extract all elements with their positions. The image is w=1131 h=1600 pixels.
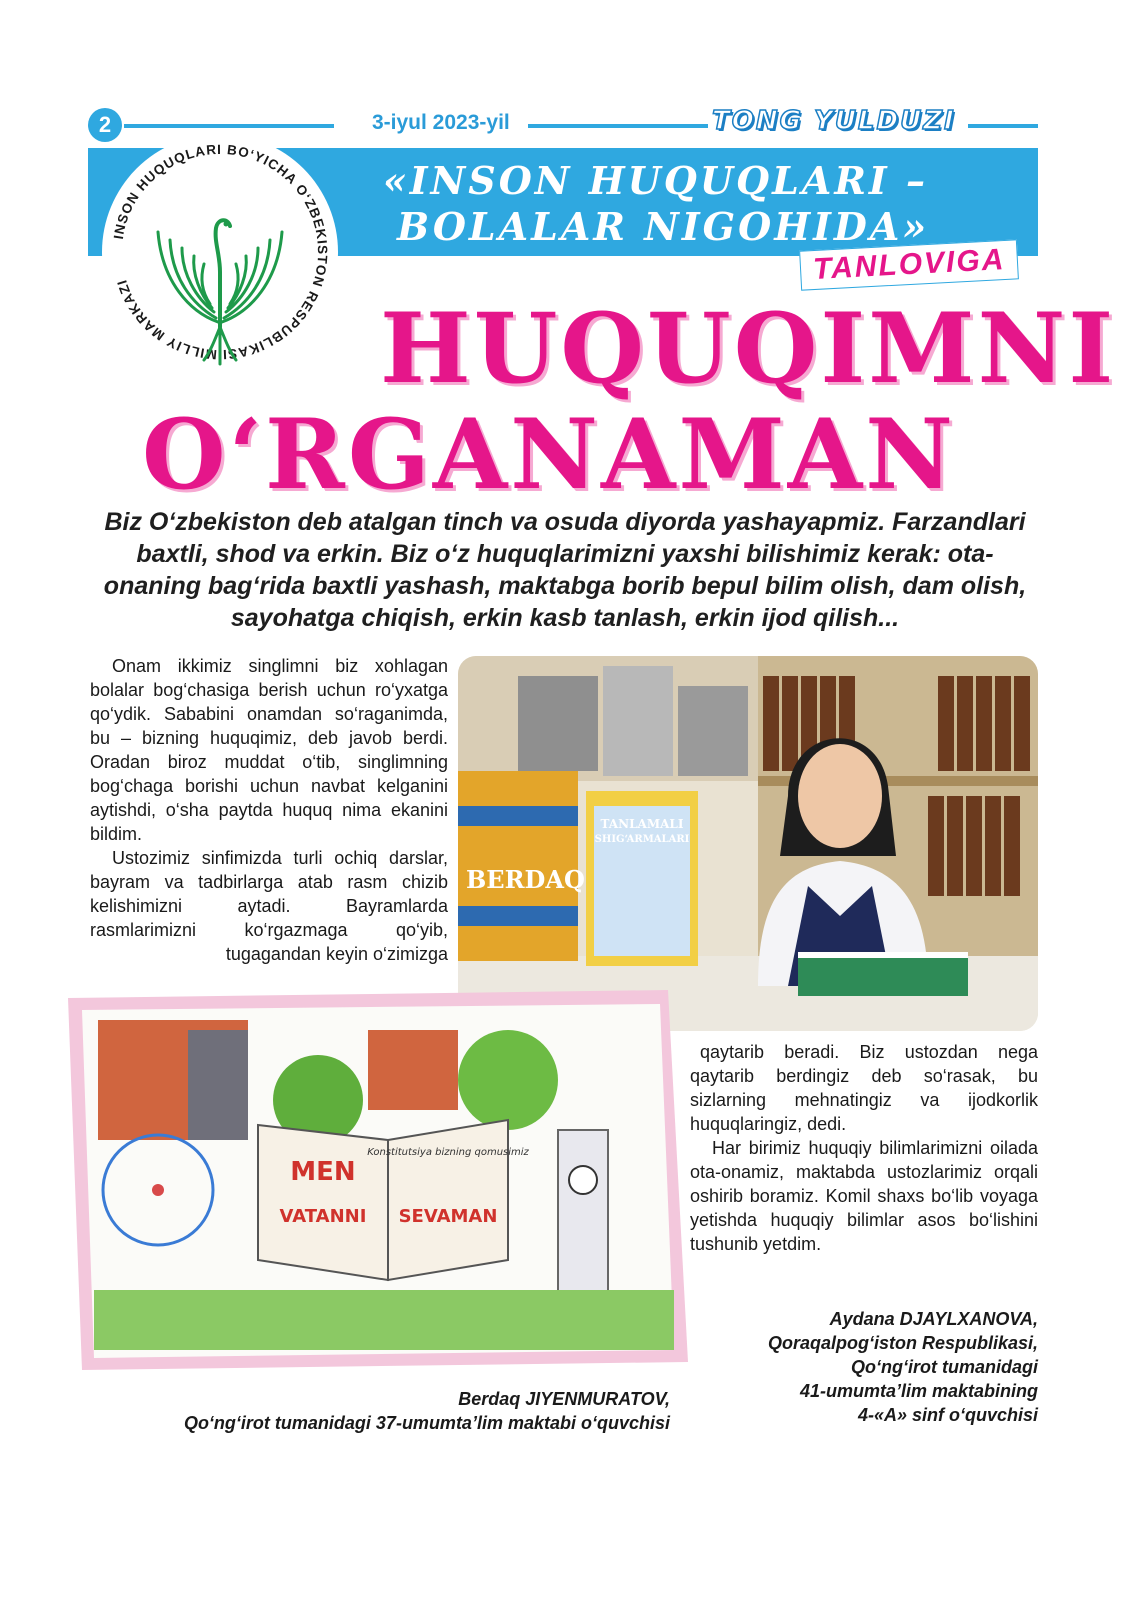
drawing-word-men: MEN <box>290 1157 356 1187</box>
article-title-line2: O‘RGANAMAN <box>142 398 957 511</box>
header-rule <box>968 124 1038 128</box>
lead-paragraph: Biz O‘zbekiston deb atalgan tinch va osuda diyorda yashayapmiz. Farzandlari baxtli, shod va erkin. Biz o‘z huquqlarimizni yaxshi bilishimiz kerak: ota-onaning bag‘rida baxtli yashash, maktabga borib bepul bilim olish, dam olish, sayohatga chiqish, erkin kasb tanlash, erkin ijod qilish... <box>103 508 1027 632</box>
book-title-line1: TANLAMALI <box>600 817 684 831</box>
author-district: Qo‘ng‘irot tumanidagi <box>851 1357 1038 1377</box>
photo-student-at-desk <box>458 656 1038 1031</box>
page-number-badge: 2 <box>88 108 122 142</box>
drawing-word-sevaman: SEVAMAN <box>398 1206 498 1227</box>
header-rule <box>528 124 708 128</box>
drawing-author-name: Berdaq JIYENMURATOV, <box>458 1389 670 1409</box>
book-title-berdaq: BERDAQ <box>466 865 585 894</box>
article-column-left <box>90 654 448 966</box>
drawing-page-note: Konstitutsiya bizning qomusimiz <box>367 1147 529 1158</box>
banner-title-line1: «INSON HUQUQLARI – <box>383 158 928 203</box>
drawing-word-vatanni: VATANNI <box>279 1206 367 1227</box>
author-name: Aydana DJAYLXANOVA, <box>829 1309 1038 1329</box>
banner-title-line2: BOLALAR NIGOHIDA» <box>397 204 930 249</box>
paragraph: Onam ikkimiz singlimni biz xohlagan bolalar bog‘chasiga berish uchun ro‘yxatga qo‘ydik. Sababini onamdan so‘raganimda, bu – bizning huquqimiz, deb javob berdi. Oradan biroz muddat o‘tib, singlimning bog‘chaga borishi uchun navbat kelganini aytishdi, o‘sha paytda huquq nima ekanini bildim. <box>90 656 448 844</box>
book-title-line2: SHIG‘ARMALARI <box>594 834 690 845</box>
paragraph: Har birimiz huquqiy bilimlarimizni oilada ota-onamiz, maktabda ustozlarimiz orqali oshirib boramiz. Komil shaxs bo‘lib voyaga yetishda huquqiy bilimlar asos bo‘lishini tushunib yetdim. <box>690 1138 1038 1254</box>
contest-tag: TANLOVIGA <box>799 239 1019 290</box>
author-signature <box>660 1307 1038 1427</box>
drawing-author-school: Qo‘ng‘irot tumanidagi 37-umumta’lim maktabi o‘quvchisi <box>183 1413 670 1433</box>
article-title-line1: HUQUQIMNI <box>380 292 1117 405</box>
national-centre-emblem <box>100 122 340 382</box>
paragraph: Ustozimiz sinfimizda turli ochiq darslar, bayram va tadbirlarga atab rasm chizib kelishimizni aytadi. Bayramlarda rasmlarimizni ko‘rgazmaga qo‘yib, tugagandan keyin o‘zimizga <box>90 848 448 964</box>
author-region: Qoraqalpog‘iston Respublikasi, <box>767 1333 1038 1353</box>
author-class: 4-«A» sinf o‘quvchisi <box>857 1405 1038 1425</box>
drawing-author-signature <box>90 1387 670 1435</box>
emblem-ring-text: INSON HUQUQLARI BO‘YICHA O‘ZBEKISTON RESPUBLIKASI MILLIY MARKAZI <box>110 141 331 363</box>
child-drawing-image <box>68 990 688 1370</box>
article-column-right <box>690 1040 1038 1256</box>
author-school: 41-umumta’lim maktabining <box>799 1381 1038 1401</box>
newspaper-masthead: TONG YULDUZI <box>712 106 956 136</box>
issue-date: 3-iyul 2023-yil <box>372 111 510 134</box>
paragraph: qaytarib beradi. Biz ustozdan nega qaytarib berdingiz deb so‘rasak, bu sizlarning mehnatingiz va ijodkorlik huquqlaringiz, dedi. <box>690 1042 1038 1134</box>
